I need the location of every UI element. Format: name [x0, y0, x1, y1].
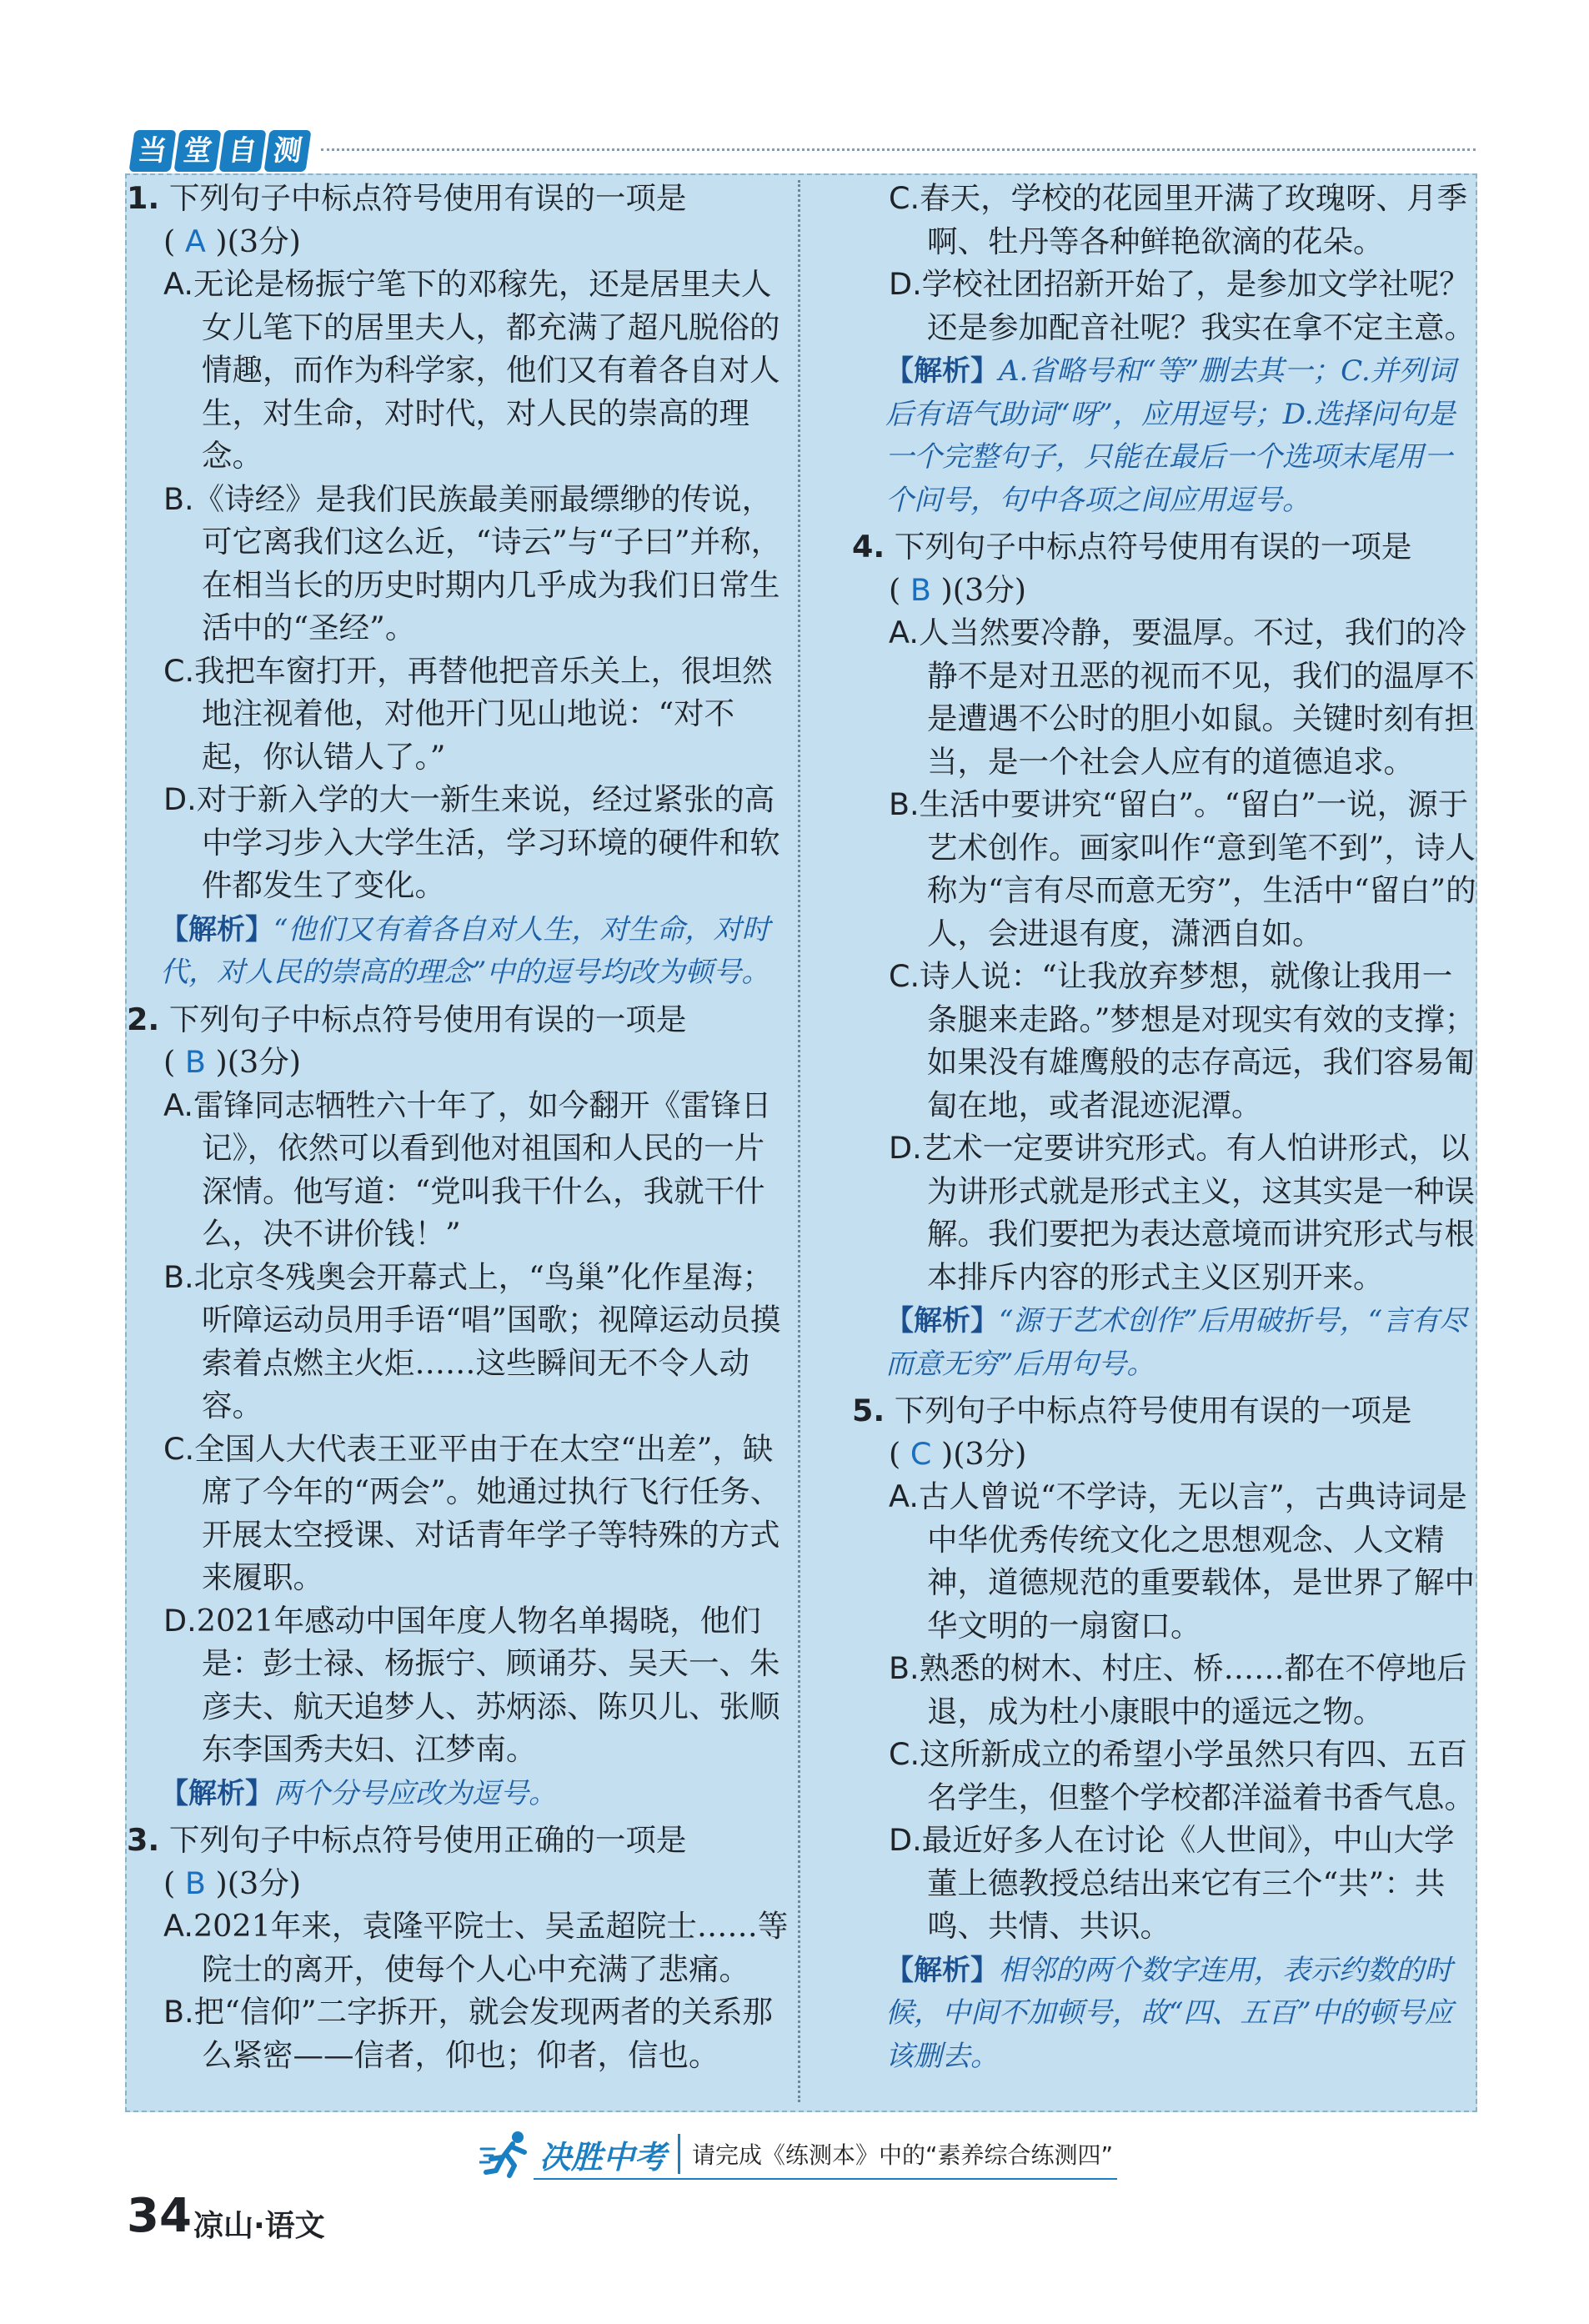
option-d [889, 1819, 1477, 1948]
question-stem [852, 1389, 1477, 1433]
option-letter: A. [163, 1908, 193, 1944]
question-text: 下列句子中标点符号使用有误的一项是 [168, 180, 687, 216]
option-letter: A. [889, 615, 919, 650]
analysis-text: A.省略号和“等”删去其一；C.并列词后有语气助词“呀”，应用逗号；D.选择问句是一个完整句子，只能在最后一个选项末尾用一个问号，句中各项之间应用逗号。 [885, 354, 1456, 517]
option-a [163, 263, 794, 478]
option-text: 古人曾说“不学诗，无以言”，古典诗词是中华优秀传统文化之思想观念、人文精神，道德规范的重要载体，是世界了解中华文明的一扇窗口。 [918, 1478, 1475, 1644]
option-letter: B. [889, 1650, 920, 1686]
analysis [885, 1300, 1477, 1386]
analysis [160, 909, 794, 995]
analysis-text: 两个分号应改为逗号。 [273, 1776, 557, 1810]
answer-line: ( B )(3分) [163, 1865, 301, 1901]
option-letter: D. [163, 781, 197, 817]
option-text: 对于新入学的大一新生来说，经过紧张的高中学习步入大学生活，学习环境的硬件和软件都发生了变化。 [196, 781, 780, 903]
option-b [889, 1647, 1477, 1733]
banner-separator [678, 2134, 680, 2174]
option-text: 诗人说：“让我放弃梦想，就像让我用一条腿来走路。”梦想是对现实有效的支撑；如果没有雄鹰般的志存高远，我们容易匍匐在地，或者混迹泥潭。 [920, 958, 1476, 1123]
question-1 [127, 177, 794, 995]
question-stem [127, 1819, 794, 1862]
option-c [889, 1733, 1477, 1819]
option-text: 熟悉的树木、村庄、桥……都在不停地后退，成为杜小康眼中的遥远之物。 [919, 1650, 1467, 1729]
option-text: 无论是杨振宁笔下的邓稼先，还是居里夫人女儿笔下的居里夫人，都充满了超凡脱俗的情趣，而作为科学家，他们又有着各自对人生，对生命，对时代，对人民的崇高的理念。 [193, 266, 780, 474]
score: (3分) [227, 1865, 301, 1901]
option-letter: A. [163, 1087, 193, 1123]
answer-value: C [910, 1435, 932, 1472]
option-d [889, 1127, 1477, 1298]
option-c [889, 177, 1477, 263]
analysis-text: 相邻的两个数字连用，表示约数的时候，中间不加顿号，故“四、五百”中的顿号应该删去。 [885, 1953, 1453, 2073]
page-number: 34 [127, 2189, 192, 2243]
option-letter: B. [163, 1258, 194, 1295]
analysis-label: 【解析】 [885, 1304, 999, 1338]
question-number: 1. [127, 180, 160, 216]
option-c [163, 1428, 794, 1599]
analysis-text: “他们又有着各自对人生，对生命，对时代，对人民的崇高的理念”中的逗号均改为顿号。 [160, 912, 770, 989]
answer-value: A [184, 223, 206, 259]
option-letter: A. [889, 1478, 919, 1514]
header-dotted-rule [321, 148, 1476, 151]
runner-icon [479, 2129, 536, 2179]
option-d [163, 1599, 794, 1771]
option-c [163, 650, 794, 779]
score: (3分) [227, 223, 301, 259]
analysis [885, 1950, 1477, 2079]
question-5 [852, 1389, 1477, 2078]
option-letter: B. [163, 1994, 194, 2030]
analysis [885, 350, 1477, 522]
answer-value: B [184, 1865, 206, 1901]
analysis-label: 【解析】 [885, 354, 999, 388]
section-tag [132, 130, 308, 172]
option-letter: C. [163, 652, 195, 689]
analysis [160, 1773, 794, 1816]
score: (3分) [952, 571, 1026, 608]
option-d [889, 263, 1477, 349]
option-letter: B. [889, 786, 920, 822]
analysis-label: 【解析】 [160, 912, 273, 946]
question-4 [852, 525, 1477, 1386]
option-text: 生活中要讲究“留白”。“留白”一说，源于艺术创作。画家叫作“意到笔不到”，诗人称为“言有尽而意无穷”，生活中“留白”的人，会进退有度，潇洒自如。 [919, 786, 1476, 951]
footer-banner [479, 2125, 1113, 2183]
question-text: 下列句子中标点符号使用正确的一项是 [168, 1822, 687, 1858]
answer-line: ( B )(3分) [163, 1044, 301, 1080]
option-a [889, 1475, 1477, 1647]
option-text: 把“信仰”二字拆开，就会发现两者的关系那么紧密——信者，仰也；仰者，信也。 [193, 1994, 773, 2073]
question-text: 下列句子中标点符号使用有误的一项是 [894, 529, 1412, 565]
option-a [889, 611, 1477, 783]
option-text: 春天，学校的花园里开满了玫瑰呀、月季啊、牡丹等各种鲜艳欲滴的花朵。 [920, 180, 1468, 259]
option-a [163, 1905, 794, 1990]
option-letter: D. [163, 1602, 197, 1639]
question-stem [127, 177, 794, 220]
option-letter: D. [889, 1822, 922, 1858]
analysis-text: “源于艺术创作”后用破折号，“言有尽而意无穷”后用句号。 [885, 1304, 1468, 1381]
answer-value: B [910, 571, 931, 608]
question-text: 下列句子中标点符号使用有误的一项是 [168, 1001, 687, 1037]
option-text: 《诗经》是我们民族最美丽最缥缈的传说，可它离我们这么近，“诗云”与“子曰”并称，在相当长的历史时期内几乎成为我们日常生活中的“圣经”。 [193, 480, 782, 645]
section-tag-char: 堂 [173, 130, 221, 172]
option-text: 雷锋同志牺牲六十年了，如今翻开《雷锋日记》，依然可以看到他对祖国和人民的一片深情。他写道：“党叫我干什么，我就干什么，决不讲价钱！” [193, 1087, 772, 1252]
question-2 [127, 998, 794, 1816]
question-number: 2. [127, 1001, 160, 1037]
option-letter: C. [889, 180, 920, 216]
option-letter: B. [163, 480, 194, 517]
question-3 [127, 1819, 794, 2076]
right-column [852, 177, 1477, 2081]
practice-note: 请完成《练测本》中的“素养综合练测四” [692, 2141, 1114, 2169]
answer-value: B [184, 1044, 206, 1080]
option-text: 最近好多人在讨论《人世间》，中山大学董上德教授总结出来它有三个“共”：共鸣、共情、共识。 [921, 1822, 1455, 1944]
option-letter: A. [163, 266, 193, 302]
answer-line: ( B )(3分) [889, 571, 1026, 608]
section-tag-char: 当 [128, 130, 176, 172]
option-letter: D. [889, 1130, 922, 1166]
option-b [163, 1256, 794, 1428]
brand-title: 决胜中考 [539, 2138, 667, 2176]
option-text: 北京冬残奥会开幕式上，“鸟巢”化作星海；听障运动员用手语“唱”国歌；视障运动员摸索着点燃主火炬……这些瞬间无不令人动容。 [193, 1258, 781, 1423]
option-letter: C. [889, 1736, 920, 1772]
section-tag-char: 自 [218, 130, 266, 172]
option-c [889, 955, 1477, 1127]
option-text: 艺术一定要讲究形式。有人怕讲形式，以为讲形式就是形式主义，这其实是一种误解。我们要把为表达意境而讲究形式与根本排斥内容的形式主义区别开来。 [921, 1130, 1475, 1295]
analysis-label: 【解析】 [885, 1953, 999, 1987]
question-stem [852, 525, 1477, 569]
left-column [127, 177, 794, 2076]
question-number: 5. [852, 1393, 885, 1428]
question-text: 下列句子中标点符号使用有误的一项是 [894, 1393, 1412, 1428]
answer-line: ( C )(3分) [889, 1435, 1027, 1472]
score: (3分) [227, 1044, 301, 1080]
option-letter: C. [889, 958, 920, 994]
score: (3分) [953, 1435, 1027, 1472]
option-b [163, 1990, 794, 2076]
answer-line: ( A )(3分) [163, 223, 301, 259]
option-text: 学校社团招新开始了，是参加文学社呢？还是参加配音社呢？我实在拿不定主意。 [921, 266, 1475, 345]
option-d [163, 778, 794, 907]
question-3-continued [852, 177, 1477, 522]
question-stem [127, 998, 794, 1042]
option-text: 2021年感动中国年度人物名单揭晓，他们是：彭士禄、杨振宁、顾诵芬、吴天一、朱彦夫、航天追梦人、苏炳添、陈贝儿、张顺东李国秀夫妇、江梦南。 [196, 1602, 780, 1767]
column-divider [798, 180, 800, 2102]
option-b [889, 783, 1477, 955]
banner-underline [534, 2178, 1117, 2180]
option-text: 全国人大代表王亚平由于在太空“出差”，缺席了今年的“两会”。她通过执行飞行任务、开展太空授课、对话青年学子等特殊的方式来履职。 [194, 1430, 781, 1595]
option-b [163, 478, 794, 650]
option-text: 这所新成立的希望小学虽然只有四、五百名学生，但整个学校都洋溢着书香气息。 [920, 1736, 1475, 1815]
section-tag-char: 测 [263, 130, 311, 172]
question-number: 3. [127, 1822, 160, 1858]
option-letter: D. [889, 266, 922, 302]
option-text: 2021年来，袁隆平院士、吴孟超院士……等院士的离开，使每个人心中充满了悲痛。 [193, 1908, 789, 1987]
option-letter: C. [163, 1430, 195, 1467]
option-text: 人当然要冷静，要温厚。不过，我们的冷静不是对丑恶的视而不见，我们的温厚不是遭遇不公时的胆小如鼠。关键时刻有担当，是一个社会人应有的道德追求。 [918, 615, 1475, 780]
option-a [163, 1084, 794, 1256]
analysis-label: 【解析】 [160, 1776, 273, 1810]
option-text: 我把车窗打开，再替他把音乐关上，很坦然地注视着他，对他开门见山地说：“对不起，你认错人了。” [194, 652, 773, 775]
question-number: 4. [852, 529, 885, 565]
book-title: 凉山·语文 [193, 2209, 325, 2243]
